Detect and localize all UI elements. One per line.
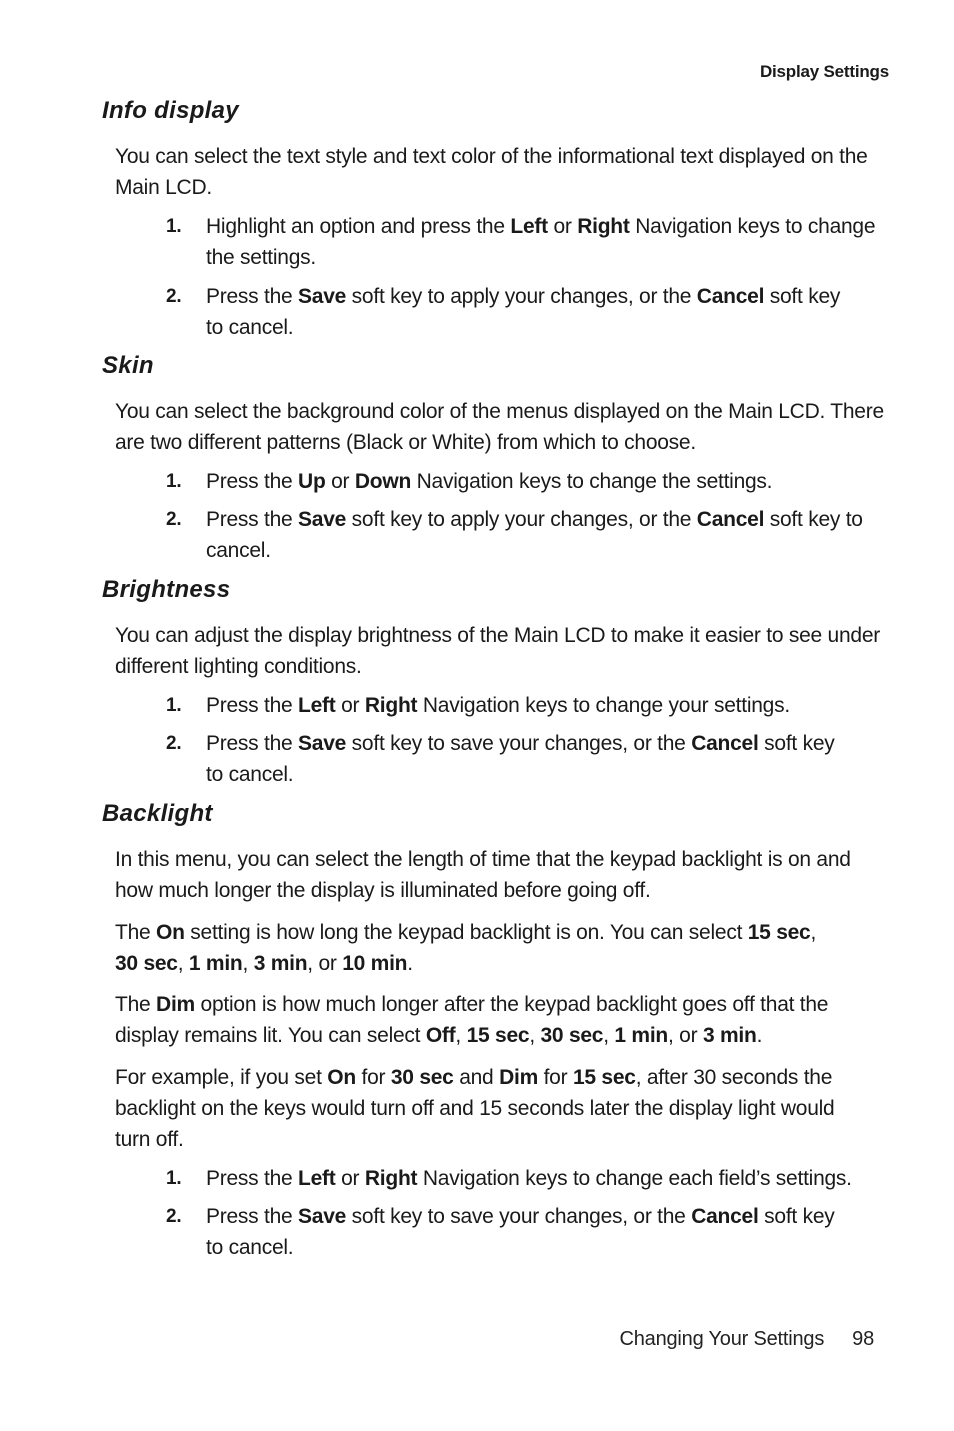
info-display-step-1: 1. Highlight an option and press the Left or Right Navigation keys to change the settings. [166, 215, 876, 269]
backlight-intro: In this menu, you can select the length of time that the keypad backlight is on and how much longer the display is illuminated before going off. [115, 848, 851, 902]
skin-step-1: 1. Press the Up or Down Navigation keys to change the settings. [166, 470, 773, 493]
backlight-step-1: 1. Press the Left or Right Navigation keys to change each field’s settings. [166, 1167, 852, 1190]
info-display-intro: You can select the text style and text color of the informational text displayed on the Main LCD. [115, 145, 868, 199]
section-title-skin: Skin [102, 352, 154, 379]
section-title-info-display: Info display [102, 97, 239, 124]
info-display-step-2: 2. Press the Save soft key to apply your changes, or the Cancel soft key to cancel. [166, 285, 841, 339]
backlight-example: For example, if you set On for 30 sec and Dim for 15 sec, after 30 seconds the backlight on the keys would turn off and 15 seconds later the display light would turn off. [115, 1066, 835, 1151]
page-footer [619, 1328, 874, 1351]
brightness-step-1: 1. Press the Left or Right Navigation keys to change your settings. [166, 694, 790, 717]
backlight-step-2: 2. Press the Save soft key to save your changes, or the Cancel soft key to cancel. [166, 1205, 835, 1259]
brightness-intro: You can adjust the display brightness of the Main LCD to make it easier to see under different lighting conditions. [115, 624, 881, 678]
footer-chapter-title: Changing Your Settings [619, 1328, 825, 1350]
backlight-dim-option: The Dim option is how much longer after the keypad backlight goes off that the display remains lit. You can select Off, 15 sec, 30 sec, 1 min, or 3 min. [115, 993, 829, 1047]
section-title-backlight: Backlight [102, 800, 213, 827]
skin-intro: You can select the background color of the menus displayed on the Main LCD. There are two different patterns (Black or White) from which to choose. [115, 400, 884, 454]
page-number: 98 [852, 1328, 874, 1350]
running-header: Display Settings [759, 62, 889, 81]
skin-step-2: 2. Press the Save soft key to apply your changes, or the Cancel soft key to cancel. [166, 508, 863, 562]
brightness-step-2: 2. Press the Save soft key to save your changes, or the Cancel soft key to cancel. [166, 732, 835, 786]
section-title-brightness: Brightness [102, 576, 231, 603]
backlight-on-setting: The On setting is how long the keypad backlight is on. You can select 15 sec, 30 sec, 1 min, 3 min, or 10 min. [115, 921, 817, 975]
